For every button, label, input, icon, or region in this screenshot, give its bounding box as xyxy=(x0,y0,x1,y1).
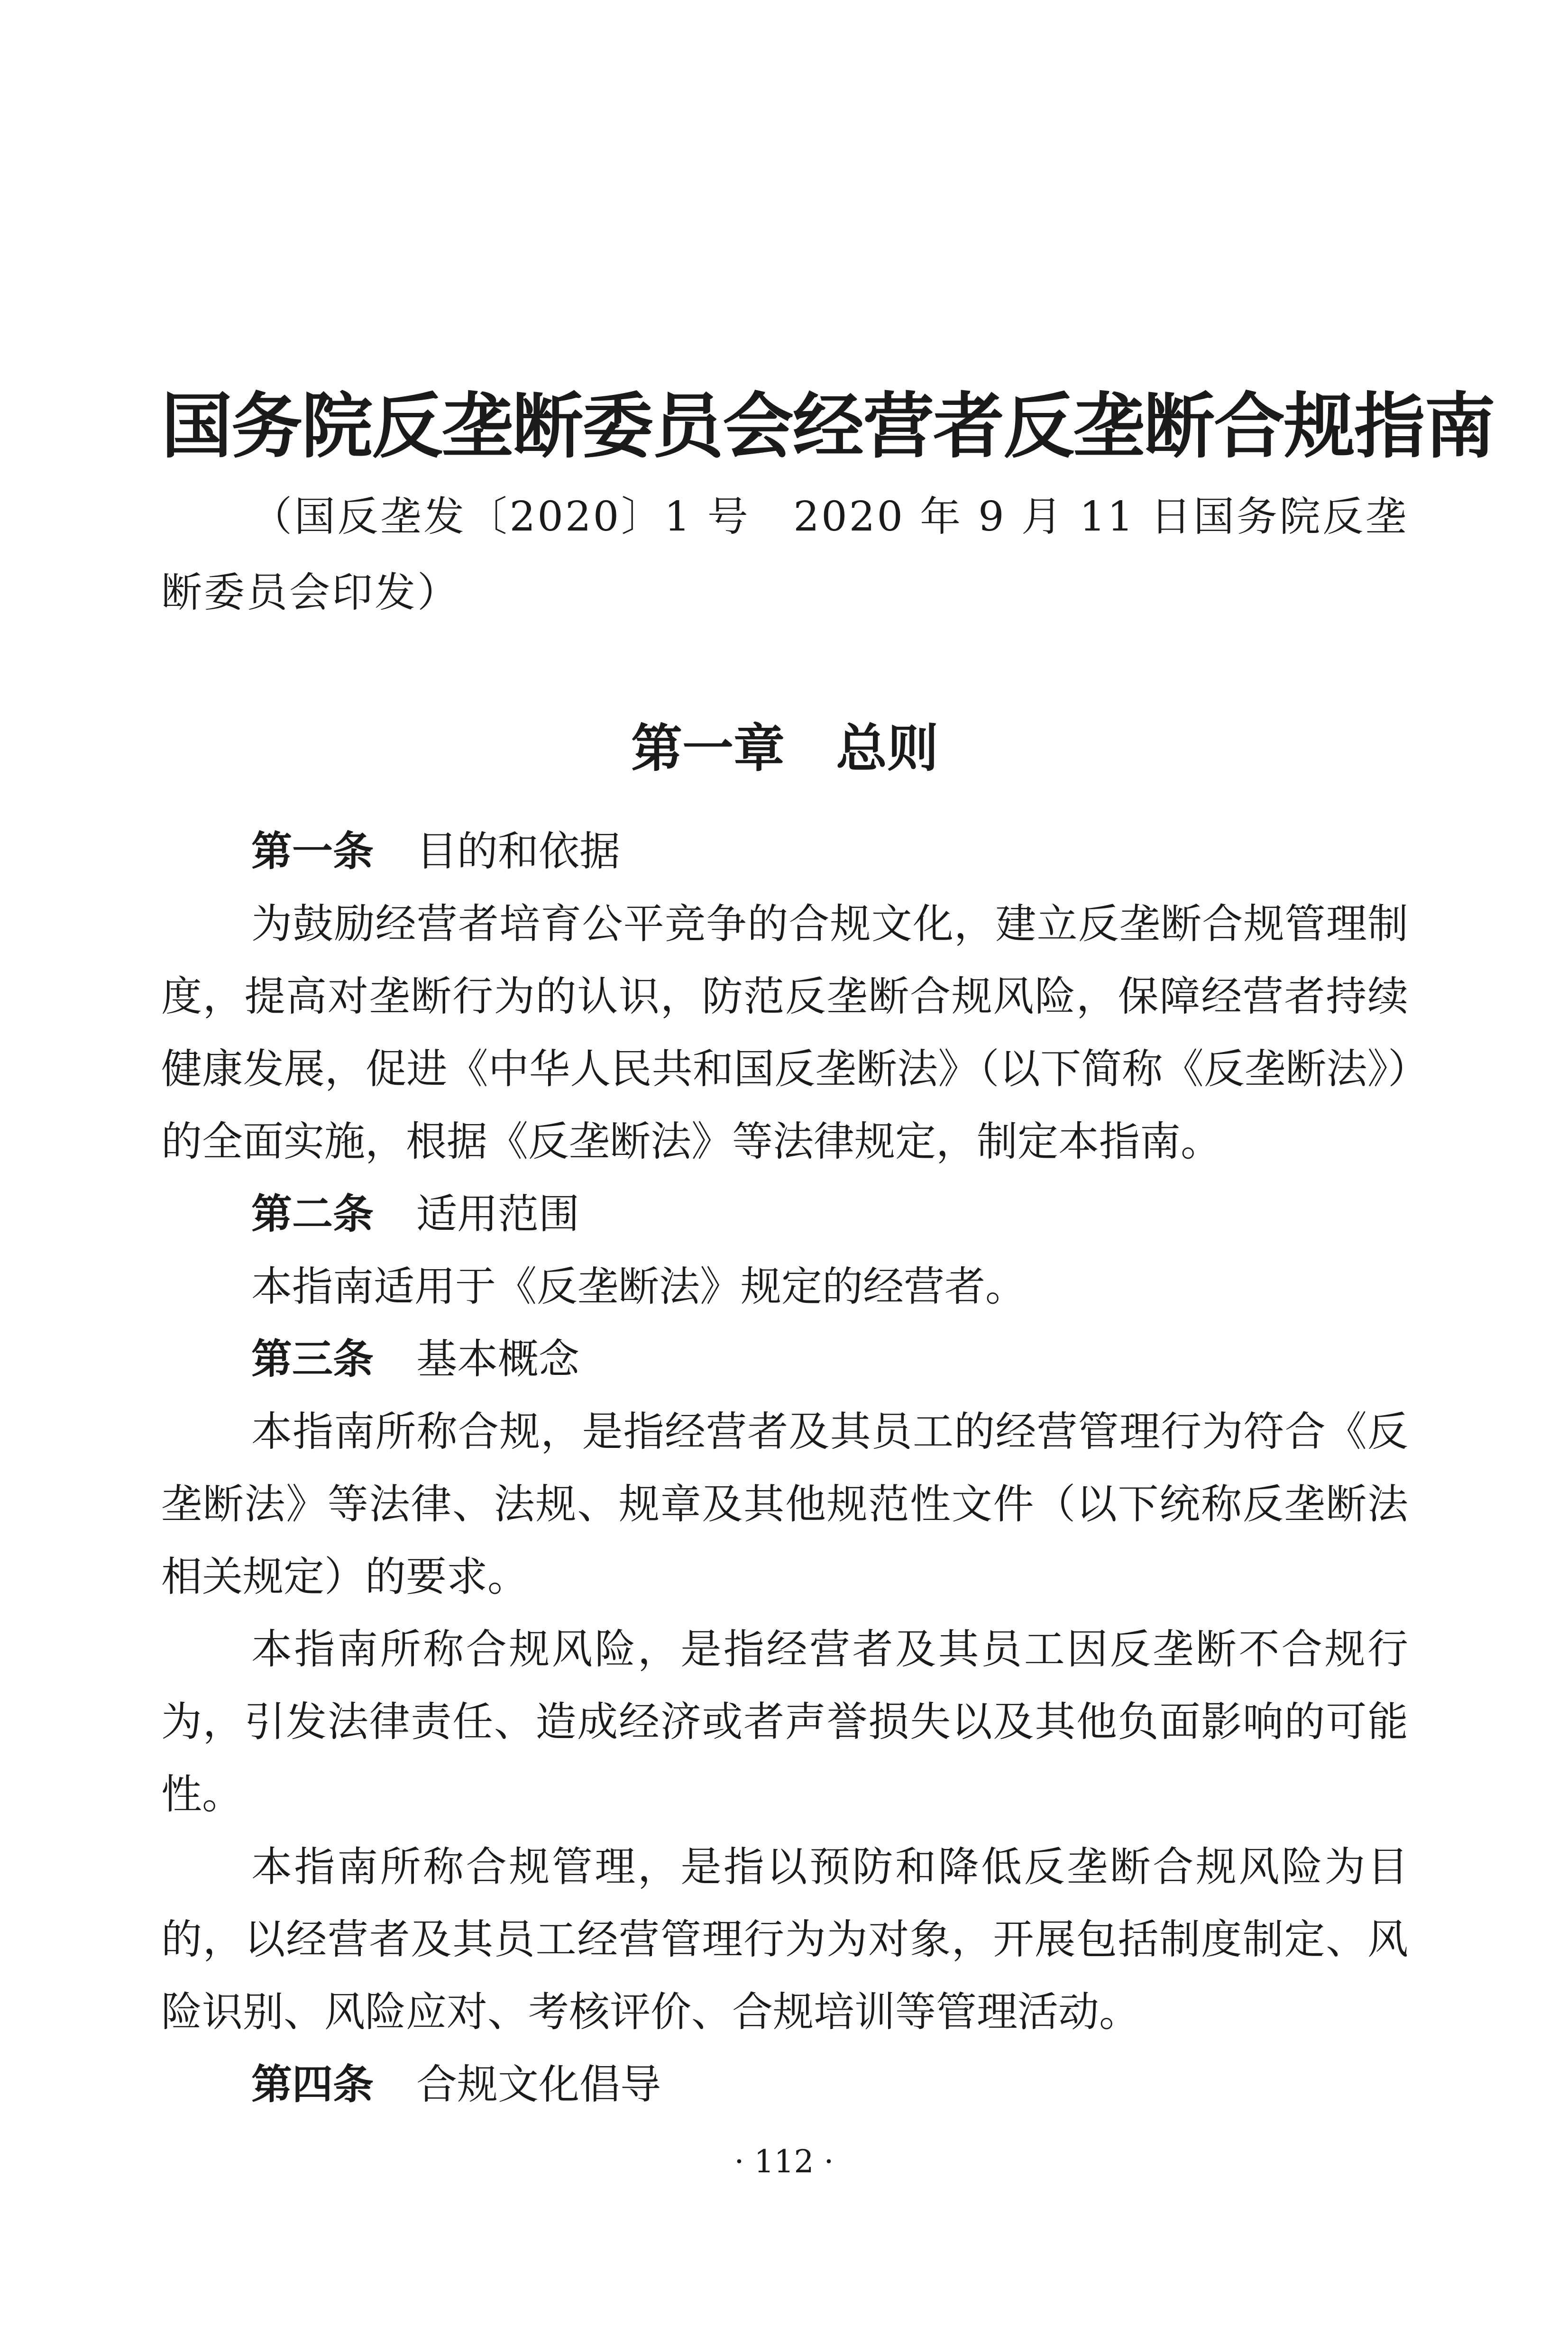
article-number: 第三条 xyxy=(251,1336,374,1383)
article-number: 第四条 xyxy=(251,2061,374,2108)
article-paragraph: 本指南适用于《反垄断法》规定的经营者。 xyxy=(251,1263,1026,1310)
article-heading xyxy=(161,2049,1408,2121)
article-number: 第一条 xyxy=(251,828,374,875)
article-heading-text: 基本概念 xyxy=(416,1336,579,1383)
article-paragraph: 本指南所称合规，是指经营者及其员工的经营管理行为符合《反垄断法》等法律、法规、规章及其他规范性文件（以下统称反垄断法相关规定）的要求。 xyxy=(161,1408,1408,1601)
article-heading-text: 目的和依据 xyxy=(416,828,620,875)
article-heading xyxy=(161,1323,1408,1396)
document-title: 国务院反垄断委员会经营者反垄断合规指南 xyxy=(161,385,1495,468)
article-heading-text: 适用范围 xyxy=(416,1190,579,1238)
article-paragraph: 本指南所称合规风险，是指经营者及其员工因反垄断不合规行为，引发法律责任、造成经济或者声誉损失以及其他负面影响的可能性。 xyxy=(161,1626,1408,1818)
article-paragraph: 为鼓励经营者培育公平竞争的合规文化，建立反垄断合规管理制度，提高对垄断行为的认识，防范反垄断合规风险，保障经营者持续健康发展，促进《中华人民共和国反垄断法》（以下简称《反垄断法》）的全面实施，根据《反垄断法》等法律规定，制定本指南。 xyxy=(161,900,1408,1165)
page-content xyxy=(161,379,1495,2121)
chapter-title: 第一章 总则 xyxy=(631,719,938,778)
article-heading-text: 合规文化倡导 xyxy=(416,2061,661,2108)
article-paragraph: 本指南所称合规管理，是指以预防和降低反垄断合规风险为目的，以经营者及其员工经营管理行为为对象，开展包括制度制定、风险识别、风险应对、考核评价、合规培训等管理活动。 xyxy=(161,1843,1408,2036)
page-number: · 112 · xyxy=(734,2143,834,2180)
article-number: 第二条 xyxy=(251,1190,374,1238)
article-heading xyxy=(161,815,1408,888)
issuance-note: （国反垄发〔2020〕1 号 2020 年 9 月 11 日国务院反垄断委员会印发） xyxy=(161,493,1408,616)
article-heading xyxy=(161,1178,1408,1251)
